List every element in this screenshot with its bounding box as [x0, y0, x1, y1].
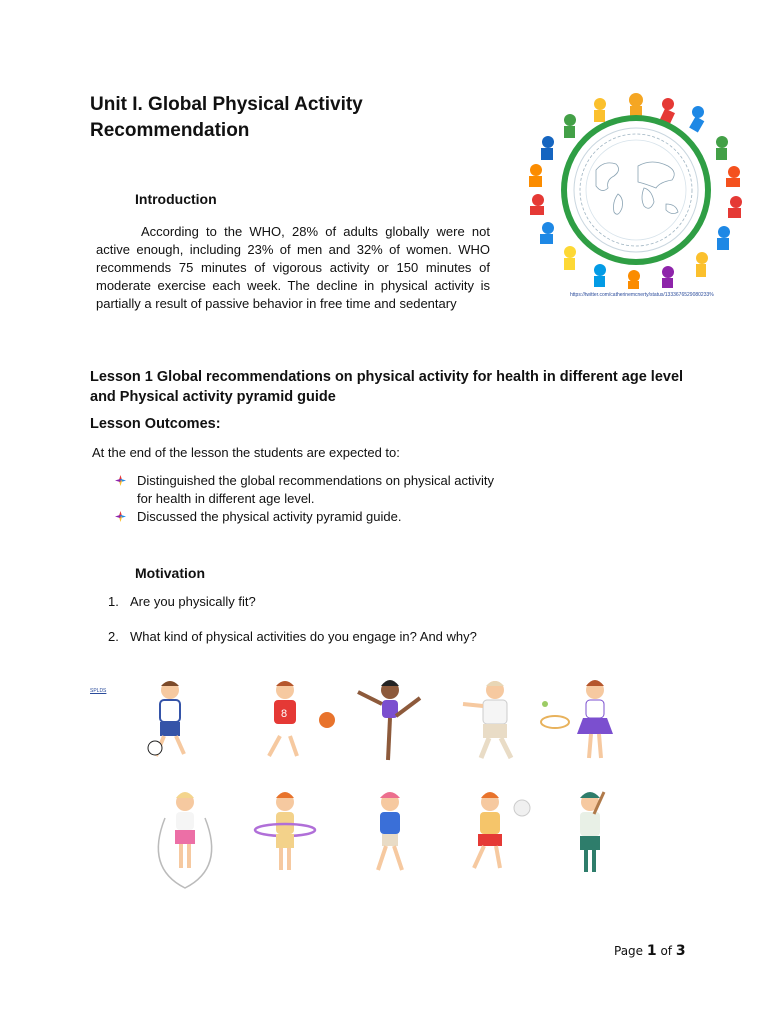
unit-title: Unit I. Global Physical Activity Recommendation: [90, 94, 363, 141]
motivation-question-2: [108, 629, 477, 644]
question-text: Are you physically fit?: [130, 594, 256, 609]
image-credit-url[interactable]: https://twitter.com/catherinemcnerty/status/1333676529080233%: [570, 292, 714, 298]
kid-tennis: [541, 680, 613, 758]
four-color-bullet-icon: [115, 475, 126, 486]
kid-running: [378, 792, 402, 870]
kid-soccer: [148, 681, 184, 756]
svg-text:8: 8: [281, 708, 288, 720]
question-number: 1.: [108, 594, 119, 609]
question-text: What kind of physical activities do you engage in? And why?: [130, 629, 477, 644]
kid-basketball: [269, 681, 335, 756]
current-page: 1: [646, 943, 657, 959]
lesson-outcomes-list: [115, 472, 495, 526]
four-color-bullet-icon: [115, 511, 126, 522]
kid-jump-rope: [158, 792, 211, 888]
kid-hula-hoop: [255, 792, 315, 870]
motivation-heading: Motivation: [135, 565, 205, 581]
outcome-text: Distinguished the global recommendations on physical activity for health in different age level.: [137, 473, 494, 506]
kid-karate: [463, 681, 511, 758]
lesson-title: Lesson 1 Global recommendations on physical activity for health in different age level and Physical activity pyramid guide: [90, 369, 684, 405]
lesson-outcomes-intro: At the end of the lesson the students are expected to:: [92, 445, 400, 460]
list-item: [115, 472, 495, 508]
page-number: [614, 943, 686, 959]
sports-globe-illustration: [526, 90, 746, 290]
image-source-link[interactable]: SPLDS: [90, 688, 107, 694]
kid-baseball: [580, 792, 604, 872]
page-of: of: [656, 944, 676, 958]
outcome-text: Discussed the physical activity pyramid guide.: [137, 509, 402, 524]
motivation-question-1: [108, 594, 256, 609]
total-pages: 3: [675, 943, 686, 959]
introduction-heading: Introduction: [135, 191, 217, 207]
list-item: [115, 508, 495, 526]
question-number: 2.: [108, 629, 119, 644]
kid-gymnast: [358, 680, 420, 760]
kid-volleyball: [474, 792, 530, 868]
introduction-body: According to the WHO, 28% of adults globally were not active enough, including 23% of men and 32% of women. WHO recommends 75 minutes of vigorous activity or 150 minutes of moderate exercise each week. The decline in physical activity is partially a result of passive behavior in free time and sedentary: [96, 224, 490, 311]
kids-sports-illustration: [140, 670, 640, 895]
lesson-outcomes-heading: Lesson Outcomes:: [90, 416, 221, 432]
page-prefix: Page: [614, 944, 647, 958]
